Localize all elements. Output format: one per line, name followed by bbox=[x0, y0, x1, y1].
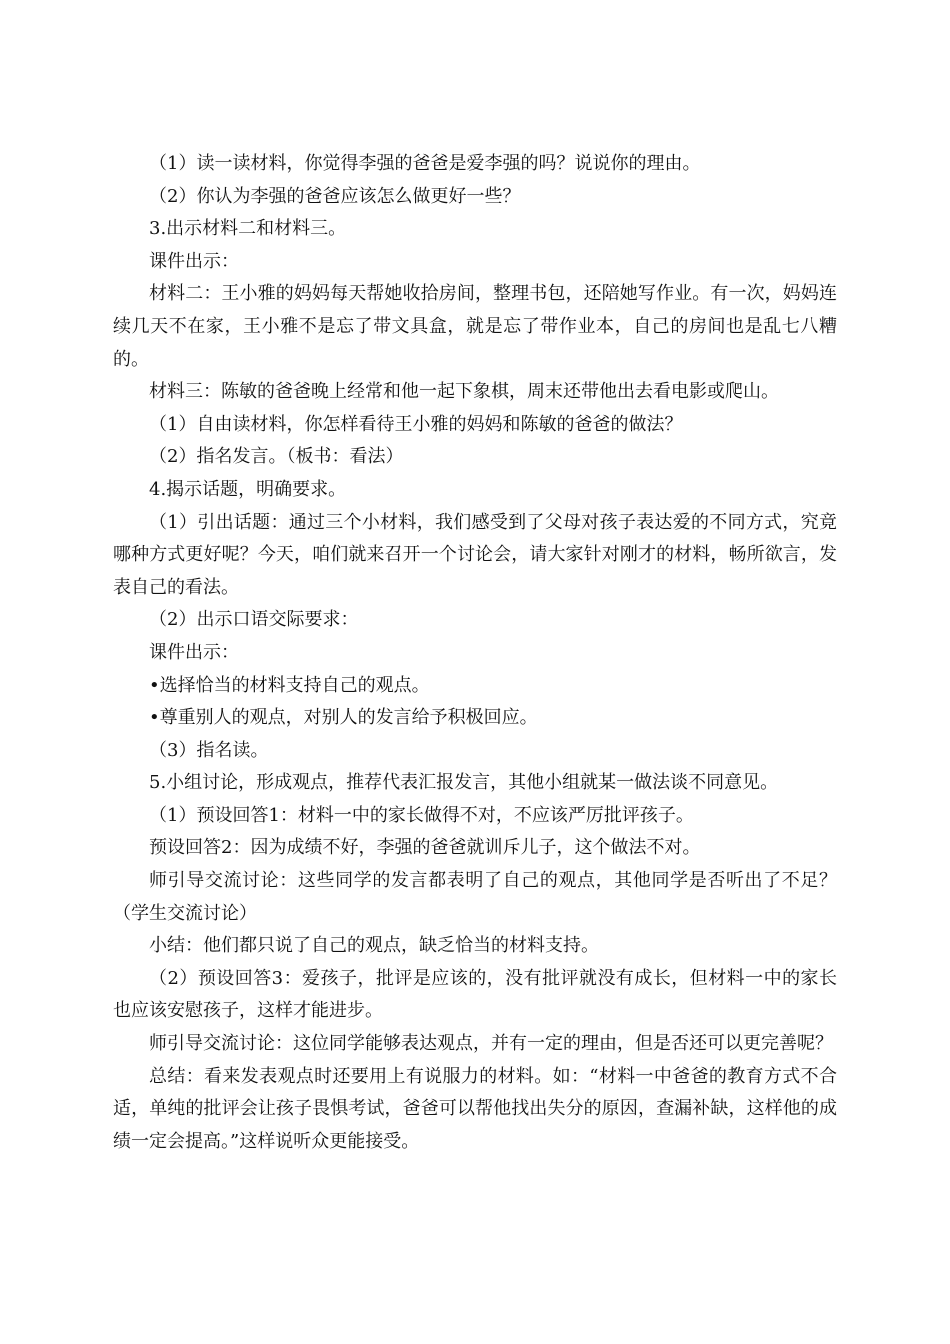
bullet-item: •尊重别人的观点，对别人的发言给予积极回应。 bbox=[149, 707, 538, 729]
paragraph: 课件出示： bbox=[149, 641, 239, 663]
paragraph: （2）预设回答3：爱孩子，批评是应该的，没有批评就没有成长，但材料一中的家长也应该安慰孩子，这样才能进步。 bbox=[113, 967, 837, 1022]
paragraph: （1）引出话题：通过三个小材料，我们感受到了父母对孩子表达爱的不同方式，究竟哪种方式更好呢？今天，咱们就来召开一个讨论会，请大家针对刚才的材料，畅所欲言，发表自己的看法。 bbox=[113, 511, 837, 598]
bullet-item: •选择恰当的材料支持自己的观点。 bbox=[149, 674, 430, 696]
section-heading: 5.小组讨论，形成观点，推荐代表汇报发言，其他小组就某一做法谈不同意见。 bbox=[149, 772, 779, 794]
paragraph: （2）你认为李强的爸爸应该怎么做更好一些？ bbox=[149, 185, 521, 207]
paragraph: 师引导交流讨论：这些同学的发言都表明了自己的观点，其他同学是否听出了不足？（学生交流讨论） bbox=[113, 870, 837, 924]
paragraph: （2）指名发言。（板书：看法） bbox=[149, 446, 404, 468]
paragraph: （1）读一读材料，你觉得李强的爸爸是爱李强的吗？说说你的理由。 bbox=[149, 153, 701, 174]
paragraph: 材料三：陈敏的爸爸晚上经常和他一起下象棋，周末还带他出去看电影或爬山。 bbox=[149, 381, 779, 403]
paragraph: 材料二：王小雅的妈妈每天帮她收拾房间，整理书包，还陪她写作业。有一次，妈妈连续几天不在家，王小雅不是忘了带文具盒，就是忘了带作业本，自己的房间也是乱七八糟的。 bbox=[113, 283, 837, 370]
paragraph: 课件出示： bbox=[149, 250, 239, 272]
paragraph: （1）自由读材料，你怎样看待王小雅的妈妈和陈敏的爸爸的做法？ bbox=[149, 413, 683, 435]
paragraph: 预设回答2：因为成绩不好，李强的爸爸就训斥儿子，这个做法不对。 bbox=[149, 837, 701, 859]
document-body bbox=[113, 148, 837, 1158]
paragraph: （3）指名读。 bbox=[149, 739, 269, 761]
section-heading: 3.出示材料二和材料三。 bbox=[149, 218, 347, 240]
paragraph: （2）出示口语交际要求： bbox=[149, 609, 359, 631]
section-heading: 4.揭示话题，明确要求。 bbox=[149, 478, 347, 500]
paragraph: 师引导交流讨论：这位同学能够表达观点，并有一定的理由，但是否还可以更完善呢？ bbox=[149, 1033, 833, 1055]
paragraph: 小结：他们都只说了自己的观点，缺乏恰当的材料支持。 bbox=[149, 935, 599, 957]
paragraph: 总结：看来发表观点时还要用上有说服力的材料。如：“材料一中爸爸的教育方式不合适，单纯的批评会让孩子畏惧考试，爸爸可以帮他找出失分的原因，查漏补缺，这样他的成绩一定会提高。”这样说听众更能接受。 bbox=[113, 1065, 837, 1152]
paragraph: （1）预设回答1：材料一中的家长做得不对，不应该严厉批评孩子。 bbox=[149, 804, 694, 826]
